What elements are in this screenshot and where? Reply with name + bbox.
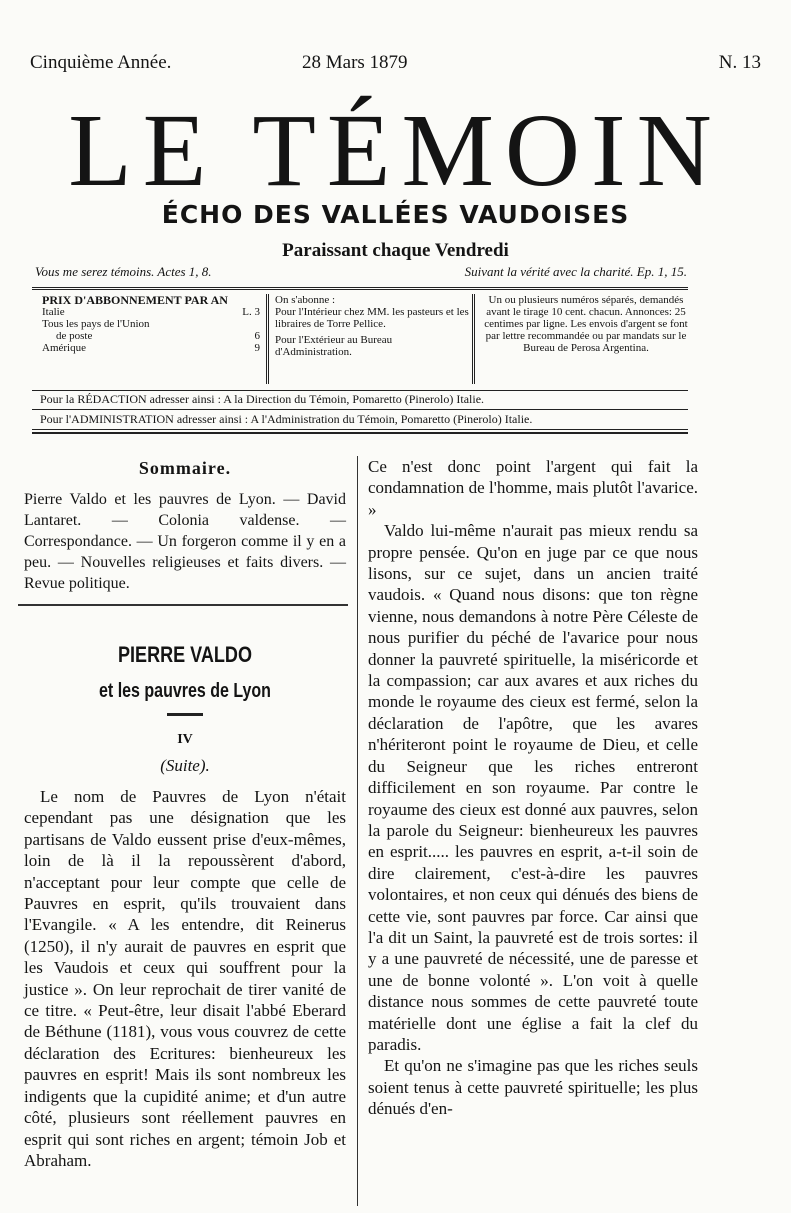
title-dash: [167, 713, 203, 716]
article-part: IV: [177, 732, 193, 747]
masthead-subtitle: ÉCHO DES VALLÉES VAUDOISES: [161, 200, 630, 229]
masthead-mottos: [35, 264, 687, 280]
paragraph: Et qu'on ne s'imagine pas que les riches seuls soient tenus à cette pauvreté spirituelle; les plus dénués d'en-: [368, 1056, 698, 1119]
address-redaction: Pour la RÉDACTION adresser ainsi : A la Direction du Témoin, Pomaretto (Pinerolo) Italie.: [32, 390, 688, 410]
sommaire-divider: [18, 604, 348, 606]
column-divider: [357, 456, 358, 1206]
issue-year: Cinquième Année.: [30, 52, 172, 73]
sommaire-title: Sommaire.: [138, 458, 232, 478]
issue-date: 28 Mars 1879: [302, 52, 408, 73]
address-administration: Pour l'ADMINISTRATION adresser ainsi : A l'Administration du Témoin, Pomaretto (Pinerolo) Italie.: [32, 410, 688, 430]
paragraph: Valdo lui-même n'aurait pas mieux rendu sa propre pensée. Qu'on en juge par ce que nous lisons, sur ce sujet, dans un ancien traité vaudois. « Quand nous disons: que ton règne vienne, nous demandons à notre Père Céleste de nous purifier du péché de l'avarice pour nous donner la pauvreté spirituelle, la miséricorde et la compassion; car aux avares et aux riches du monde le royaume des cieux est fermé, selon la déclaration de l'apôtre, que les avares n'hériteront point le royaume de Dieu, et celle du Seigneur que les riches entreront difficilement en son royaume. Par contre le royaume des cieux est donné aux pauvres, selon la parole du Seigneur: bienheureux les pauvres en esprit..... les pauvres en esprit, a-t-il soin de dire clairement, c'est-à-dire les pauvres volontaires, et non ceux qui dénués des biens de cette vie, sont pauvres par force. Car ainsi que l'a dit un Saint, la pauvreté est de trois sortes: il y a une pauvreté de nécessité, une de paresse et une de bonne volonté ». L'on voit à quelle distance nous sommes de cette pauvreté toute matérielle dont une église a fait la clef du paradis.: [368, 521, 698, 1054]
article-text-left: Le nom de Pauvres de Lyon n'était cependant pas une désignation que les partisans de Valdo eussent prise d'eux-mêmes, loin de là il la repoussèrent d'abord, n'acceptant pour leur compte que celle de Pauvres en esprit, qu'ils trouvaient dans l'Evangile. « A les entendre, dit Reinerus (1250), il n'y aurait de pauvres en esprit que les Vaudois et ceux qui souffrent pour la justice ». On leur reprochait de tirer vanité de ce titre. « Peut-être, leur disait l'abbé Eberard de Béthune (1181), vous vous couvrez de cette déclaration des Ecritures: bienheureux les pauvres en esprit! Mais ils sont nombreux les indigents que la cupidité anime; et d'un autre côté, plusieurs sont réellement pauvres en esprit qui sont riches en argent; témoin Job et Abraham.: [24, 787, 346, 1170]
sommaire-text: Pierre Valdo et les pauvres de Lyon. — David Lantaret. — Colonia valdense. — Correspondance. — Un forgeron comme il y en a peu. — Nouvelles religieuses et faits divers. — Revue politique.: [24, 491, 346, 592]
article-subtitle: et les pauvres de Lyon: [99, 680, 271, 702]
subscribe-heading: On s'abonne :: [275, 294, 336, 306]
issue-number: N. 13: [718, 52, 761, 73]
motto-right: Suivant la vérité avec la charité. Ep. 1, 15.: [464, 264, 687, 279]
subscribe-column: [266, 294, 470, 384]
article-title: PIERRE VALDO: [118, 642, 252, 667]
subscription-box: [32, 287, 688, 391]
subscribe-exterior: Pour l'Extérieur au Bureau d'Administration.: [275, 334, 393, 358]
price-heading: PRIX D'ABBONNEMENT PAR AN: [42, 293, 228, 307]
price-row: de poste 6: [56, 330, 260, 342]
price-column: [42, 294, 260, 354]
paragraph: Ce n'est donc point l'argent qui fait la condamnation de l'homme, mais plutôt l'avarice. »: [368, 457, 698, 519]
right-column: [368, 456, 698, 1120]
subscribe-interior: Pour l'Intérieur chez MM. les pasteurs et les libraires de Torre Pellice.: [275, 306, 469, 330]
address-block: [32, 390, 688, 430]
motto-left: Vous me serez témoins. Actes 1, 8.: [35, 264, 212, 279]
masthead-tagline: Paraissant chaque Vendredi: [282, 240, 509, 261]
price-row: Tous les pays de l'Union: [42, 318, 150, 330]
issue-header: [30, 52, 761, 78]
notes-column: Un ou plusieurs numéros séparés, demandés avant le tirage 10 cent. chacun. Annonces: 25 centimes par ligne. Les envois d'argent se font par lettre recommandée ou par mandats sur le Bureau de Perosa Argentina.: [472, 294, 691, 384]
article-suite: (Suite).: [160, 756, 210, 775]
masthead-title: LE TÉMOIN: [68, 93, 723, 208]
header-divider: [32, 432, 688, 434]
price-row: Amérique 9: [42, 342, 260, 354]
left-column: [24, 458, 346, 1171]
price-row: Italie L. 3: [42, 306, 260, 318]
